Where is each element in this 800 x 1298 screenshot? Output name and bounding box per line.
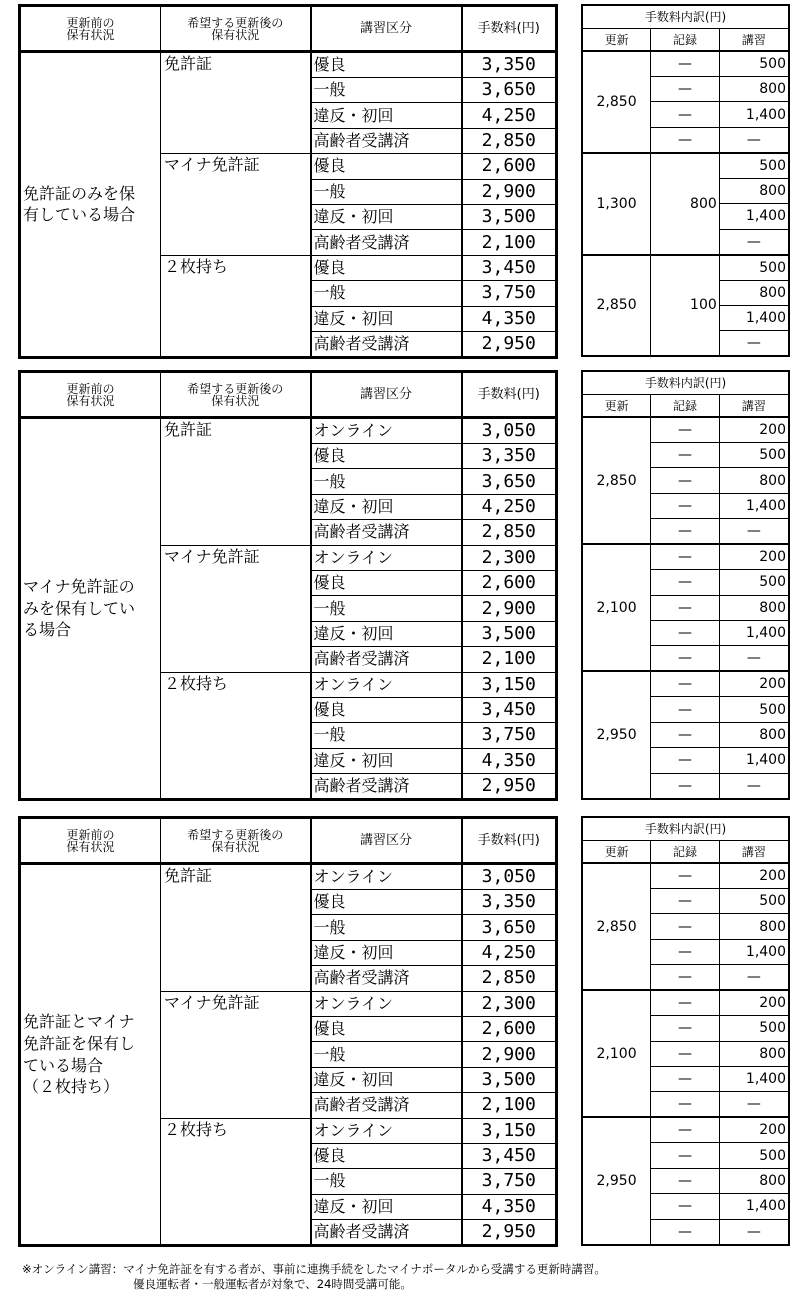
lecture-fee: 800 xyxy=(719,77,789,102)
fee-amount: 2,850 xyxy=(462,966,557,991)
lecture-fee: 800 xyxy=(719,178,789,203)
renewal-after-type: ２枚持ち xyxy=(161,255,311,357)
fee-amount: 3,500 xyxy=(462,621,557,646)
header-status-after: 希望する更新後の 保有状況 xyxy=(161,372,311,418)
header-record: 記録 xyxy=(651,29,720,52)
lecture-fee: 200 xyxy=(719,544,789,570)
course-type: 一般 xyxy=(311,723,462,748)
fee-amount: 2,600 xyxy=(462,1016,557,1041)
fee-amount: 3,350 xyxy=(462,444,557,469)
course-type: 高齢者受講済 xyxy=(311,230,462,255)
course-type: 高齢者受講済 xyxy=(311,966,462,991)
fee-amount: 2,300 xyxy=(462,991,557,1016)
header-course: 講習 xyxy=(719,841,789,864)
lecture-fee: 1,400 xyxy=(719,748,789,773)
lecture-fee: — xyxy=(719,965,789,991)
fee-amount: 2,300 xyxy=(462,545,557,570)
breakdown-row xyxy=(582,1117,789,1143)
renewal-fee: 1,300 xyxy=(582,153,651,255)
header-renewal: 更新 xyxy=(582,395,651,418)
course-type: 高齢者受講済 xyxy=(311,520,462,545)
renewal-after-type: 免許証 xyxy=(161,418,311,546)
course-type: オンライン xyxy=(311,545,462,570)
holding-status: マイナ免許証の みを保有してい る場合 xyxy=(20,418,161,800)
record-fee: — xyxy=(651,1194,720,1219)
fee-amount: 2,900 xyxy=(462,596,557,621)
record-fee: — xyxy=(651,1143,720,1168)
record-fee: — xyxy=(651,1117,720,1143)
renewal-fee: 2,850 xyxy=(582,863,651,990)
course-type: 優良 xyxy=(311,890,462,915)
course-type: 高齢者受講済 xyxy=(311,774,462,800)
fee-amount: 3,650 xyxy=(462,78,557,103)
header-status-after: 希望する更新後の 保有状況 xyxy=(161,818,311,864)
fee-amount: 3,650 xyxy=(462,915,557,940)
table-row xyxy=(20,418,557,444)
fee-table-1 xyxy=(18,4,558,359)
course-type: オンライン xyxy=(311,864,462,890)
record-fee: — xyxy=(651,1219,720,1245)
renewal-after-type: マイナ免許証 xyxy=(161,154,311,256)
header-record: 記録 xyxy=(651,395,720,418)
fee-amount: 3,750 xyxy=(462,281,557,306)
footnote-line-1: ※オンライン講習：マイナ免許証を有する者が、事前に連携手続をしたマイナポータルから受講する更新時講習。 xyxy=(22,1262,606,1276)
fee-amount: 3,150 xyxy=(462,1118,557,1143)
header-breakdown: 手数料内訳(円) xyxy=(582,5,789,29)
renewal-after-type: 免許証 xyxy=(161,52,311,154)
record-fee: — xyxy=(651,620,720,645)
lecture-fee: 1,400 xyxy=(719,939,789,964)
header-status-before: 更新前の 保有状況 xyxy=(20,818,161,864)
lecture-fee: — xyxy=(719,331,789,357)
lecture-fee: 1,400 xyxy=(719,305,789,330)
lecture-fee: — xyxy=(719,1092,789,1118)
fee-amount: 2,850 xyxy=(462,520,557,545)
breakdown-row xyxy=(582,544,789,570)
record-fee: — xyxy=(651,468,720,493)
record-fee: — xyxy=(651,443,720,468)
fee-amount: 3,650 xyxy=(462,469,557,494)
fee-breakdown-table-2 xyxy=(581,370,790,800)
lecture-fee: — xyxy=(719,646,789,672)
record-fee: — xyxy=(651,570,720,595)
header-course: 講習 xyxy=(719,395,789,418)
fee-amount: 4,250 xyxy=(462,494,557,519)
renewal-fee: 2,850 xyxy=(582,51,651,153)
record-fee: — xyxy=(651,51,720,77)
header-course-type: 講習区分 xyxy=(311,6,462,52)
course-type: 違反・初回 xyxy=(311,940,462,965)
fee-amount: 3,450 xyxy=(462,697,557,722)
fee-amount: 4,350 xyxy=(462,306,557,331)
course-type: オンライン xyxy=(311,672,462,697)
course-type: 高齢者受講済 xyxy=(311,1093,462,1118)
breakdown-row xyxy=(582,51,789,77)
record-fee: — xyxy=(651,914,720,939)
breakdown-row xyxy=(582,990,789,1016)
record-fee: — xyxy=(651,697,720,722)
course-type: 優良 xyxy=(311,570,462,595)
course-type: 一般 xyxy=(311,1169,462,1194)
renewal-fee: 2,850 xyxy=(582,417,651,544)
record-fee: — xyxy=(651,671,720,697)
course-type: 一般 xyxy=(311,281,462,306)
lecture-fee: — xyxy=(719,519,789,545)
lecture-fee: 500 xyxy=(719,570,789,595)
lecture-fee: 800 xyxy=(719,595,789,620)
lecture-fee: 800 xyxy=(719,468,789,493)
record-fee: — xyxy=(651,544,720,570)
lecture-fee: 200 xyxy=(719,671,789,697)
fee-amount: 3,750 xyxy=(462,1169,557,1194)
lecture-fee: 500 xyxy=(719,51,789,77)
lecture-fee: 800 xyxy=(719,1168,789,1193)
lecture-fee: 800 xyxy=(719,1041,789,1066)
renewal-after-type: ２枚持ち xyxy=(161,672,311,800)
fee-amount: 3,750 xyxy=(462,723,557,748)
course-type: 高齢者受講済 xyxy=(311,647,462,672)
course-type: 違反・初回 xyxy=(311,1194,462,1219)
fee-amount: 3,450 xyxy=(462,255,557,280)
lecture-fee: — xyxy=(719,229,789,255)
holding-status: 免許証とマイナ 免許証を保有し ている場合 （２枚持ち） xyxy=(20,864,161,1246)
footnote xyxy=(22,1262,606,1292)
header-record: 記録 xyxy=(651,841,720,864)
fee-amount: 4,250 xyxy=(462,103,557,128)
header-status-before: 更新前の 保有状況 xyxy=(20,372,161,418)
header-breakdown: 手数料内訳(円) xyxy=(582,371,789,395)
renewal-after-type: マイナ免許証 xyxy=(161,545,311,672)
lecture-fee: 800 xyxy=(719,280,789,305)
lecture-fee: 1,400 xyxy=(719,204,789,229)
record-fee: — xyxy=(651,773,720,799)
record-fee: 800 xyxy=(651,153,720,255)
record-fee: — xyxy=(651,1168,720,1193)
fee-amount: 4,350 xyxy=(462,1194,557,1219)
fee-amount: 3,450 xyxy=(462,1143,557,1168)
header-fee: 手数料(円) xyxy=(462,372,557,418)
record-fee: — xyxy=(651,748,720,773)
header-breakdown: 手数料内訳(円) xyxy=(582,817,789,841)
fee-amount: 3,050 xyxy=(462,864,557,890)
lecture-fee: 200 xyxy=(719,990,789,1016)
footnote-line-2: 優良運転者・一般運転者が対象で、24時間受講可能。 xyxy=(133,1277,412,1291)
course-type: 優良 xyxy=(311,1143,462,1168)
course-type: 優良 xyxy=(311,154,462,179)
holding-status: 免許証のみを保 有している場合 xyxy=(20,52,161,358)
header-fee: 手数料(円) xyxy=(462,6,557,52)
record-fee: — xyxy=(651,965,720,991)
course-type: 違反・初回 xyxy=(311,103,462,128)
fee-breakdown-table-1 xyxy=(581,4,790,357)
fee-amount: 2,850 xyxy=(462,128,557,153)
breakdown-row xyxy=(582,863,789,889)
record-fee: — xyxy=(651,127,720,153)
lecture-fee: — xyxy=(719,127,789,153)
course-type: 一般 xyxy=(311,596,462,621)
fee-amount: 2,100 xyxy=(462,647,557,672)
table-row xyxy=(20,52,557,78)
header-course: 講習 xyxy=(719,29,789,52)
record-fee: — xyxy=(651,722,720,747)
renewal-after-type: 免許証 xyxy=(161,864,311,992)
course-type: 一般 xyxy=(311,179,462,204)
fee-amount: 2,100 xyxy=(462,230,557,255)
lecture-fee: 200 xyxy=(719,417,789,443)
record-fee: — xyxy=(651,1041,720,1066)
lecture-fee: 1,400 xyxy=(719,102,789,127)
lecture-fee: 500 xyxy=(719,255,789,281)
breakdown-row xyxy=(582,255,789,281)
course-type: 違反・初回 xyxy=(311,204,462,229)
breakdown-row xyxy=(582,671,789,697)
renewal-fee: 2,950 xyxy=(582,671,651,798)
course-type: オンライン xyxy=(311,418,462,444)
fee-amount: 3,350 xyxy=(462,890,557,915)
course-type: 高齢者受講済 xyxy=(311,331,462,357)
record-fee: — xyxy=(651,863,720,889)
course-type: オンライン xyxy=(311,1118,462,1143)
course-type: 優良 xyxy=(311,255,462,280)
lecture-fee: 1,400 xyxy=(719,1066,789,1091)
fee-amount: 3,150 xyxy=(462,672,557,697)
lecture-fee: 800 xyxy=(719,914,789,939)
fee-amount: 3,350 xyxy=(462,52,557,78)
course-type: 一般 xyxy=(311,469,462,494)
fee-amount: 2,950 xyxy=(462,1220,557,1246)
course-type: 高齢者受講済 xyxy=(311,128,462,153)
record-fee: — xyxy=(651,1092,720,1118)
renewal-fee: 2,100 xyxy=(582,990,651,1117)
fee-amount: 4,250 xyxy=(462,940,557,965)
fee-table-3 xyxy=(18,816,558,1247)
fee-breakdown-table-3 xyxy=(581,816,790,1246)
header-course-type: 講習区分 xyxy=(311,818,462,864)
breakdown-row xyxy=(582,153,789,179)
lecture-fee: 1,400 xyxy=(719,620,789,645)
record-fee: — xyxy=(651,102,720,127)
renewal-after-type: ２枚持ち xyxy=(161,1118,311,1246)
record-fee: — xyxy=(651,646,720,672)
record-fee: — xyxy=(651,595,720,620)
course-type: 違反・初回 xyxy=(311,748,462,773)
fee-amount: 3,500 xyxy=(462,204,557,229)
course-type: 高齢者受講済 xyxy=(311,1220,462,1246)
lecture-fee: 200 xyxy=(719,1117,789,1143)
course-type: 一般 xyxy=(311,915,462,940)
header-renewal: 更新 xyxy=(582,29,651,52)
record-fee: — xyxy=(651,939,720,964)
course-type: 一般 xyxy=(311,78,462,103)
renewal-after-type: マイナ免許証 xyxy=(161,991,311,1118)
record-fee: 100 xyxy=(651,255,720,357)
record-fee: — xyxy=(651,519,720,545)
record-fee: — xyxy=(651,990,720,1016)
course-type: 優良 xyxy=(311,52,462,78)
breakdown-row xyxy=(582,417,789,443)
header-renewal: 更新 xyxy=(582,841,651,864)
record-fee: — xyxy=(651,889,720,914)
fee-table-2 xyxy=(18,370,558,801)
lecture-fee: 800 xyxy=(719,722,789,747)
course-type: 優良 xyxy=(311,444,462,469)
lecture-fee: 1,400 xyxy=(719,493,789,518)
fee-amount: 3,050 xyxy=(462,418,557,444)
record-fee: — xyxy=(651,1066,720,1091)
lecture-fee: — xyxy=(719,1219,789,1245)
fee-amount: 2,950 xyxy=(462,331,557,357)
table-row xyxy=(20,864,557,890)
lecture-fee: 500 xyxy=(719,1016,789,1041)
record-fee: — xyxy=(651,417,720,443)
record-fee: — xyxy=(651,493,720,518)
course-type: 違反・初回 xyxy=(311,621,462,646)
lecture-fee: 500 xyxy=(719,153,789,179)
header-status-after: 希望する更新後の 保有状況 xyxy=(161,6,311,52)
lecture-fee: — xyxy=(719,773,789,799)
header-fee: 手数料(円) xyxy=(462,818,557,864)
header-course-type: 講習区分 xyxy=(311,372,462,418)
lecture-fee: 500 xyxy=(719,889,789,914)
fee-amount: 2,600 xyxy=(462,570,557,595)
lecture-fee: 1,400 xyxy=(719,1194,789,1219)
renewal-fee: 2,850 xyxy=(582,255,651,357)
fee-amount: 4,350 xyxy=(462,748,557,773)
renewal-fee: 2,100 xyxy=(582,544,651,671)
fee-amount: 2,950 xyxy=(462,774,557,800)
fee-amount: 2,100 xyxy=(462,1093,557,1118)
course-type: 違反・初回 xyxy=(311,494,462,519)
lecture-fee: 500 xyxy=(719,1143,789,1168)
course-type: 違反・初回 xyxy=(311,1067,462,1092)
lecture-fee: 200 xyxy=(719,863,789,889)
course-type: 優良 xyxy=(311,1016,462,1041)
course-type: 一般 xyxy=(311,1042,462,1067)
lecture-fee: 500 xyxy=(719,443,789,468)
fee-amount: 2,600 xyxy=(462,154,557,179)
fee-amount: 2,900 xyxy=(462,179,557,204)
course-type: 違反・初回 xyxy=(311,306,462,331)
fee-amount: 3,500 xyxy=(462,1067,557,1092)
fee-amount: 2,900 xyxy=(462,1042,557,1067)
course-type: オンライン xyxy=(311,991,462,1016)
record-fee: — xyxy=(651,77,720,102)
header-status-before: 更新前の 保有状況 xyxy=(20,6,161,52)
lecture-fee: 500 xyxy=(719,697,789,722)
renewal-fee: 2,950 xyxy=(582,1117,651,1244)
record-fee: — xyxy=(651,1016,720,1041)
course-type: 優良 xyxy=(311,697,462,722)
